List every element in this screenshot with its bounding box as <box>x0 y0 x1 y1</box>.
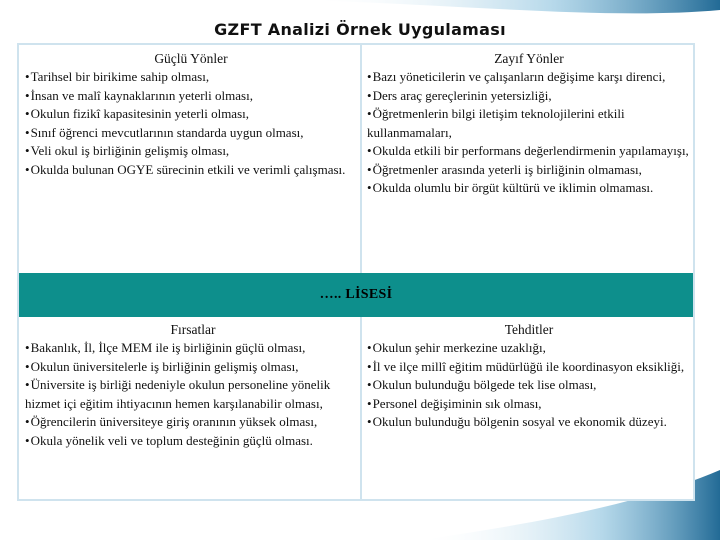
school-name-band: ….. LİSESİ <box>19 273 693 317</box>
threats-list <box>367 339 691 432</box>
list-item: • Okulun bulunduğu bölgede tek lise olması, <box>367 376 691 395</box>
opportunities-list <box>25 339 361 450</box>
strengths-cell <box>25 50 357 270</box>
list-item: • İnsan ve malî kaynaklarının yeterli olması, <box>25 87 357 106</box>
threats-heading: Tehditler <box>504 322 554 337</box>
list-item: • Okulda bulunan OGYE sürecinin etkili ve verimli çalışması. <box>25 161 357 180</box>
list-item: • Tarihsel bir birikime sahip olması, <box>25 68 357 87</box>
list-item: • Okula yönelik veli ve toplum desteğinin güçlü olması. <box>25 432 361 451</box>
list-item: • Öğrencilerin üniversiteye giriş oranının yüksek olması, <box>25 413 361 432</box>
list-item: • Okulun üniversitelerle iş birliğinin gelişmiş olması, <box>25 358 361 377</box>
list-item: • Üniversite iş birliği nedeniyle okulun personeline yönelik hizmet içi eğitim ihtiyacının hemen karşılanabilir olması, <box>25 376 361 413</box>
strengths-heading: Güçlü Yönler <box>154 51 228 66</box>
grid-divider-top <box>360 45 362 273</box>
list-item: • İl ve ilçe millî eğitim müdürlüğü ile koordinasyon eksikliği, <box>367 358 691 377</box>
list-item: • Okulun şehir merkezine uzaklığı, <box>367 339 691 358</box>
opportunities-cell <box>25 321 361 501</box>
list-item: • Okulda olumlu bir örgüt kültürü ve iklimin olmaması. <box>367 179 691 198</box>
strengths-list <box>25 68 357 179</box>
list-item: • Ders araç gereçlerinin yetersizliği, <box>367 87 691 106</box>
list-item: • Öğretmenlerin bilgi iletişim teknolojilerini etkili kullanmamaları, <box>367 105 691 142</box>
opportunities-heading: Fırsatlar <box>170 322 216 337</box>
list-item: • Öğretmenler arasında yeterli iş birliğinin olmaması, <box>367 161 691 180</box>
swot-grid <box>17 43 695 501</box>
list-item: • Bakanlık, İl, İlçe MEM ile iş birliğinin güçlü olması, <box>25 339 361 358</box>
slide-title: GZFT Analizi Örnek Uygulaması <box>214 20 506 39</box>
list-item: • Okulda etkili bir performans değerlendirmenin yapılamayışı, <box>367 142 691 161</box>
threats-cell <box>367 321 691 501</box>
list-item: • Veli okul iş birliğinin gelişmiş olması, <box>25 142 357 161</box>
weaknesses-list <box>367 68 691 198</box>
list-item: • Okulun bulunduğu bölgenin sosyal ve ekonomik düzeyi. <box>367 413 691 432</box>
weaknesses-cell <box>367 50 691 272</box>
list-item: • Bazı yöneticilerin ve çalışanların değişime karşı direnci, <box>367 68 691 87</box>
list-item: • Okulun fizikî kapasitesinin yeterli olması, <box>25 105 357 124</box>
list-item: • Personel değişiminin sık olması, <box>367 395 691 414</box>
list-item: • Sınıf öğrenci mevcutlarının standarda uygun olması, <box>25 124 357 143</box>
weaknesses-heading: Zayıf Yönler <box>494 51 564 66</box>
